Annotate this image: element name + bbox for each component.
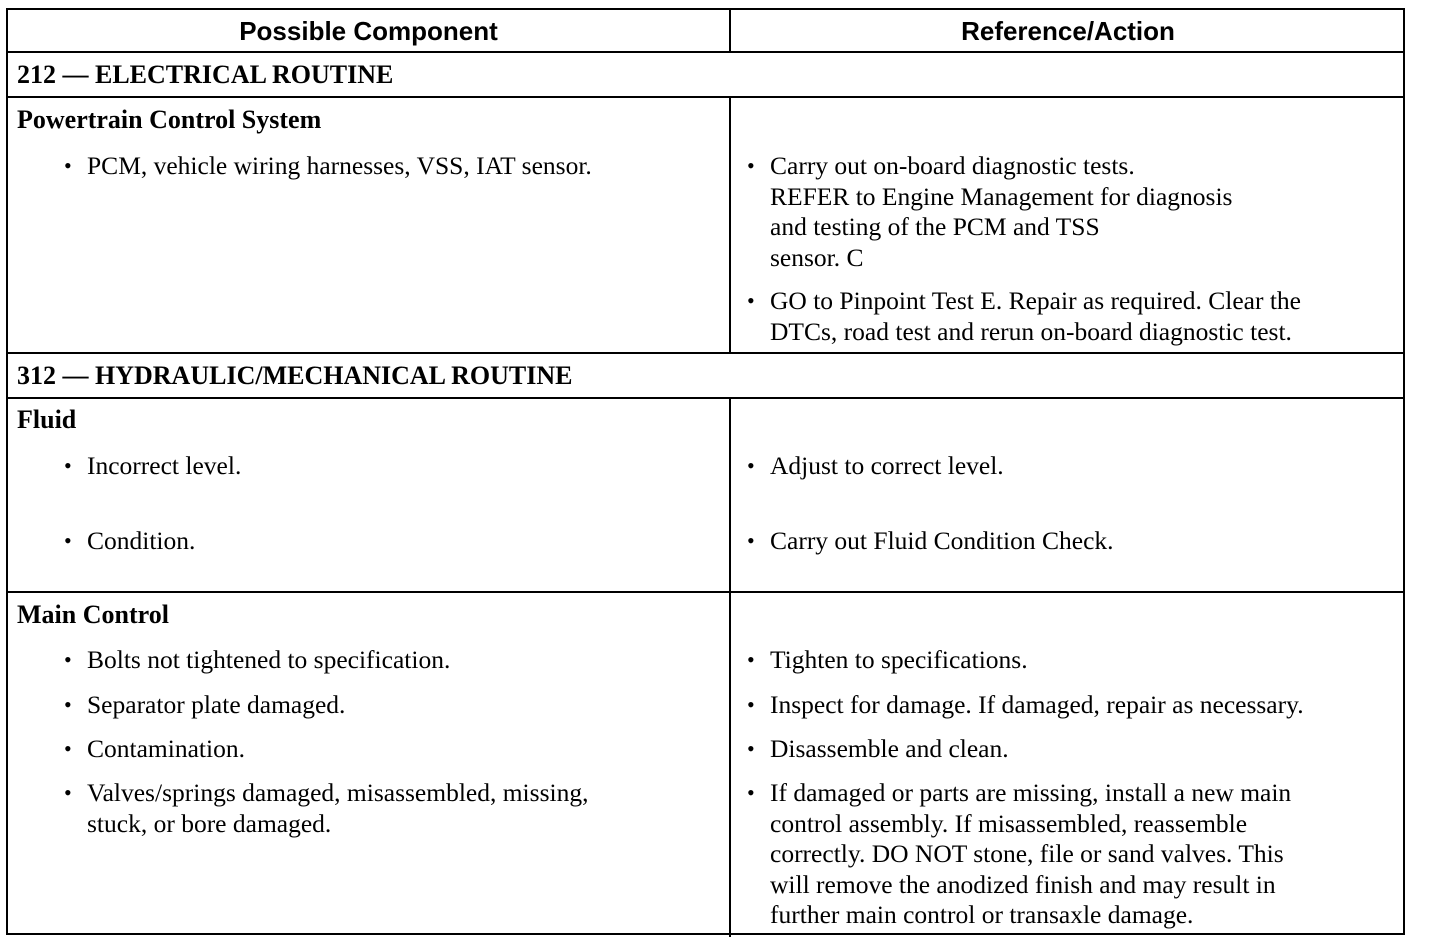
bullet-icon: • <box>747 647 755 672</box>
action-item: Carry out on-board diagnostic tests. REFER to Engine Management for diagnosis and testing of the PCM and TSS sensor. C <box>770 151 1233 272</box>
action-item: Adjust to correct level. <box>770 451 1004 480</box>
section-title: 212 — ELECTRICAL ROUTINE <box>17 60 394 89</box>
group-title: Fluid <box>17 405 77 434</box>
component-item: Valves/springs damaged, misassembled, missing, stuck, or bore damaged. <box>87 778 589 838</box>
column-header-component: Possible Component <box>239 16 498 46</box>
bullet-icon: • <box>747 453 755 478</box>
group-title: Main Control <box>17 600 169 629</box>
component-item: Contamination. <box>87 734 245 763</box>
component-item: Incorrect level. <box>87 451 242 480</box>
group-title: Powertrain Control System <box>17 105 322 134</box>
bullet-icon: • <box>64 692 72 717</box>
bullet-icon: • <box>64 647 72 672</box>
component-item: PCM, vehicle wiring harnesses, VSS, IAT sensor. <box>87 151 592 180</box>
component-item: Condition. <box>87 526 196 555</box>
diagnostic-table <box>6 8 1405 935</box>
bullet-icon: • <box>747 528 755 553</box>
action-item: Tighten to specifications. <box>770 645 1028 674</box>
action-item: Inspect for damage. If damaged, repair as necessary. <box>770 690 1304 719</box>
bullet-icon: • <box>64 736 72 761</box>
component-item: Separator plate damaged. <box>87 690 346 719</box>
bullet-icon: • <box>64 528 72 553</box>
column-divider <box>729 96 731 354</box>
bullet-icon: • <box>747 736 755 761</box>
table-rule <box>8 591 1403 593</box>
action-item: Carry out Fluid Condition Check. <box>770 526 1114 555</box>
bullet-icon: • <box>747 692 755 717</box>
column-divider <box>729 397 731 937</box>
action-item: GO to Pinpoint Test E. Repair as required. Clear the DTCs, road test and rerun on-board diagnostic test. <box>770 286 1302 346</box>
bullet-icon: • <box>64 453 72 478</box>
bullet-icon: • <box>64 780 72 805</box>
bullet-icon: • <box>747 288 755 313</box>
bullet-icon: • <box>747 780 755 805</box>
action-item: Disassemble and clean. <box>770 734 1009 763</box>
component-item: Bolts not tightened to specification. <box>87 645 451 674</box>
section-title: 312 — HYDRAULIC/MECHANICAL ROUTINE <box>17 361 573 390</box>
column-header-action: Reference/Action <box>961 16 1175 46</box>
bullet-icon: • <box>64 153 72 178</box>
action-item: If damaged or parts are missing, install a new main control assembly. If misassembled, reassemble correctly. DO NOT stone, file or sand valves. This will remove the anodized finish and may result in further main control or transaxle damage. <box>770 778 1292 929</box>
bullet-icon: • <box>747 153 755 178</box>
